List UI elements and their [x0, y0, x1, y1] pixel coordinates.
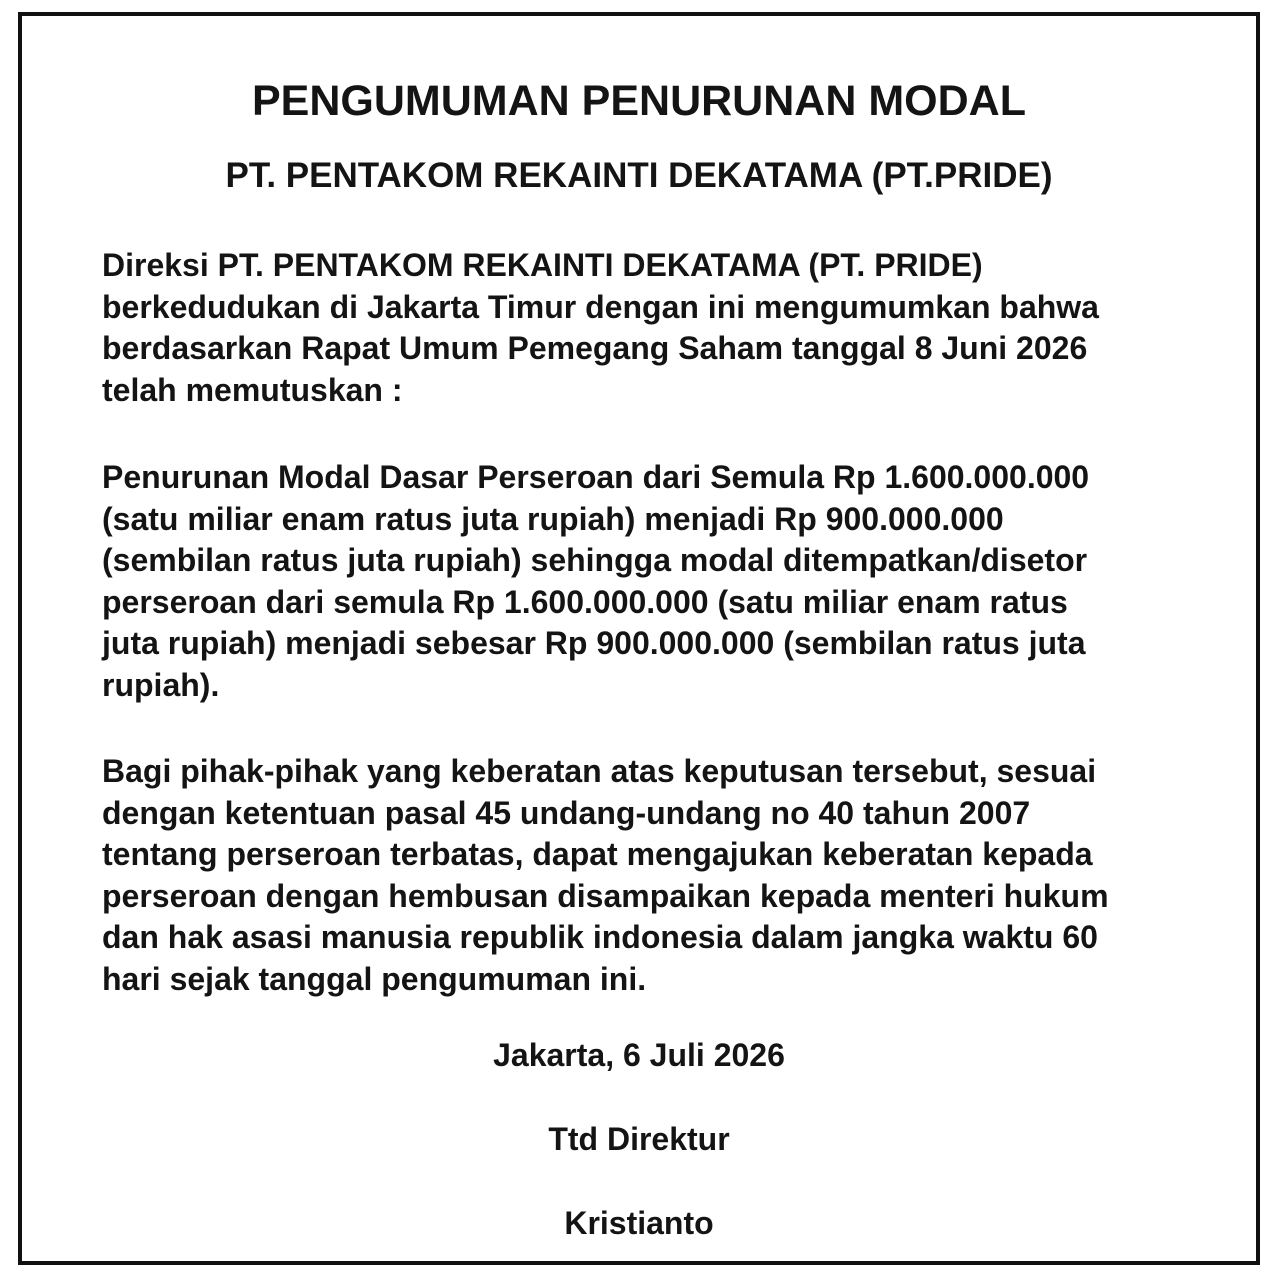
paragraph-objection-notice: Bagi pihak-pihak yang keberatan atas keputusan tersebut, sesuai dengan ketentuan pasal 45 undang-undang no 40 tahun 2007 tentang perseroan terbatas, dapat mengajukan keberatan kepada perseroan dengan hembusan disampaikan kepada menteri hukum dan hak asasi manusia republik indonesia dalam jangka waktu 60 hari sejak tanggal pengumuman ini. — [102, 753, 1109, 997]
announcement-frame — [18, 12, 1260, 1265]
place-and-date: Jakarta, 6 Juli 2026 — [493, 1037, 785, 1073]
company-name: PT. PENTAKOM REKAINTI DEKATAMA (PT.PRIDE) — [225, 156, 1053, 195]
signature-title: Ttd Direktur — [548, 1121, 730, 1157]
announcement-title: PENGUMUMAN PENURUNAN MODAL — [252, 77, 1026, 125]
signer-name: Kristianto — [564, 1205, 714, 1241]
paragraph-board-decision: Direksi PT. PENTAKOM REKAINTI DEKATAMA (PT. PRIDE) berkedudukan di Jakarta Timur dengan ini mengumumkan bahwa berdasarkan Rapat Umum Pemegang Saham tanggal 8 Juni 2026 telah memutuskan : — [102, 247, 1099, 408]
paragraph-capital-reduction: Penurunan Modal Dasar Perseroan dari Semula Rp 1.600.000.000 (satu miliar enam ratus juta rupiah) menjadi Rp 900.000.000 (sembilan ratus juta rupiah) sehingga modal ditempatkan/disetor perseroan dari semula Rp 1.600.000.000 (satu miliar enam ratus juta rupiah) menjadi sebesar Rp 900.000.000 (sembilan ratus juta rupiah). — [102, 459, 1090, 703]
